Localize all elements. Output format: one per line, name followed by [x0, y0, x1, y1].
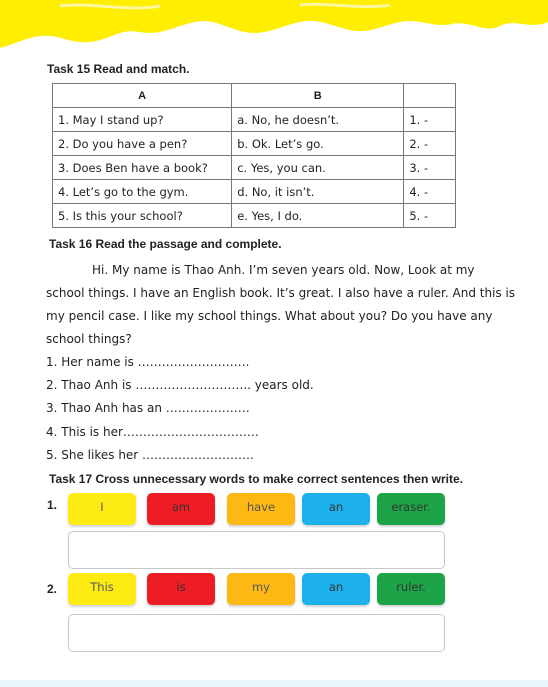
- column-b-header: B: [232, 84, 404, 108]
- answer-column-header: [404, 84, 456, 108]
- sentence-1-answer-box[interactable]: [68, 531, 445, 569]
- word-card[interactable]: I: [68, 493, 136, 525]
- passage-text: Hi. My name is Thao Anh. I’m seven years old. Now, Look at my school things. I have an English book. It’s great. I also have a ruler. And this is my pencil case. I like my school things. What about you? Do you have any school things?: [46, 263, 516, 346]
- word-card[interactable]: an: [302, 573, 370, 605]
- answer-option-cell: d. No, it isn’t.: [232, 180, 404, 204]
- top-wave-decoration: [0, 0, 548, 60]
- match-blank-cell[interactable]: 4. -: [404, 180, 456, 204]
- word-card[interactable]: This: [68, 573, 136, 605]
- question-2[interactable]: 2. Thao Anh is ……………………….. years old.: [46, 378, 314, 392]
- match-blank-cell[interactable]: 1. -: [404, 108, 456, 132]
- table-row: [53, 108, 456, 132]
- question-cell: 5. Is this your school?: [53, 204, 232, 228]
- match-table: [52, 83, 456, 228]
- table-row: [53, 156, 456, 180]
- word-card[interactable]: eraser.: [377, 493, 445, 525]
- task15-title: Task 15 Read and match.: [47, 62, 190, 76]
- reading-passage: [46, 259, 516, 351]
- task16-title: Task 16 Read the passage and complete.: [49, 237, 282, 251]
- match-blank-cell[interactable]: 2. -: [404, 132, 456, 156]
- question-1[interactable]: 1. Her name is ……………………….: [46, 355, 250, 369]
- word-card[interactable]: am: [147, 493, 215, 525]
- task17-title: Task 17 Cross unnecessary words to make correct sentences then write.: [49, 472, 463, 486]
- word-card[interactable]: an: [302, 493, 370, 525]
- match-blank-cell[interactable]: 3. -: [404, 156, 456, 180]
- sentence-2-number: 2.: [47, 582, 58, 596]
- question-3[interactable]: 3. Thao Anh has an …………………: [46, 401, 250, 415]
- bottom-strip: [0, 680, 548, 687]
- question-4[interactable]: 4. This is her…………………………….: [46, 425, 259, 439]
- answer-option-cell: a. No, he doesn’t.: [232, 108, 404, 132]
- table-row: [53, 132, 456, 156]
- answer-option-cell: b. Ok. Let’s go.: [232, 132, 404, 156]
- word-card[interactable]: is: [147, 573, 215, 605]
- question-cell: 3. Does Ben have a book?: [53, 156, 232, 180]
- word-card[interactable]: have: [227, 493, 295, 525]
- question-cell: 2. Do you have a pen?: [53, 132, 232, 156]
- column-a-header: A: [53, 84, 232, 108]
- answer-option-cell: e. Yes, I do.: [232, 204, 404, 228]
- sentence-1-number: 1.: [47, 498, 58, 512]
- word-card[interactable]: my: [227, 573, 295, 605]
- table-header-row: [53, 84, 456, 108]
- match-blank-cell[interactable]: 5. -: [404, 204, 456, 228]
- question-5[interactable]: 5. She likes her ……………………….: [46, 448, 254, 462]
- word-card[interactable]: ruler.: [377, 573, 445, 605]
- question-cell: 1. May I stand up?: [53, 108, 232, 132]
- table-row: [53, 180, 456, 204]
- table-row: [53, 204, 456, 228]
- answer-option-cell: c. Yes, you can.: [232, 156, 404, 180]
- sentence-2-answer-box[interactable]: [68, 614, 445, 652]
- question-cell: 4. Let’s go to the gym.: [53, 180, 232, 204]
